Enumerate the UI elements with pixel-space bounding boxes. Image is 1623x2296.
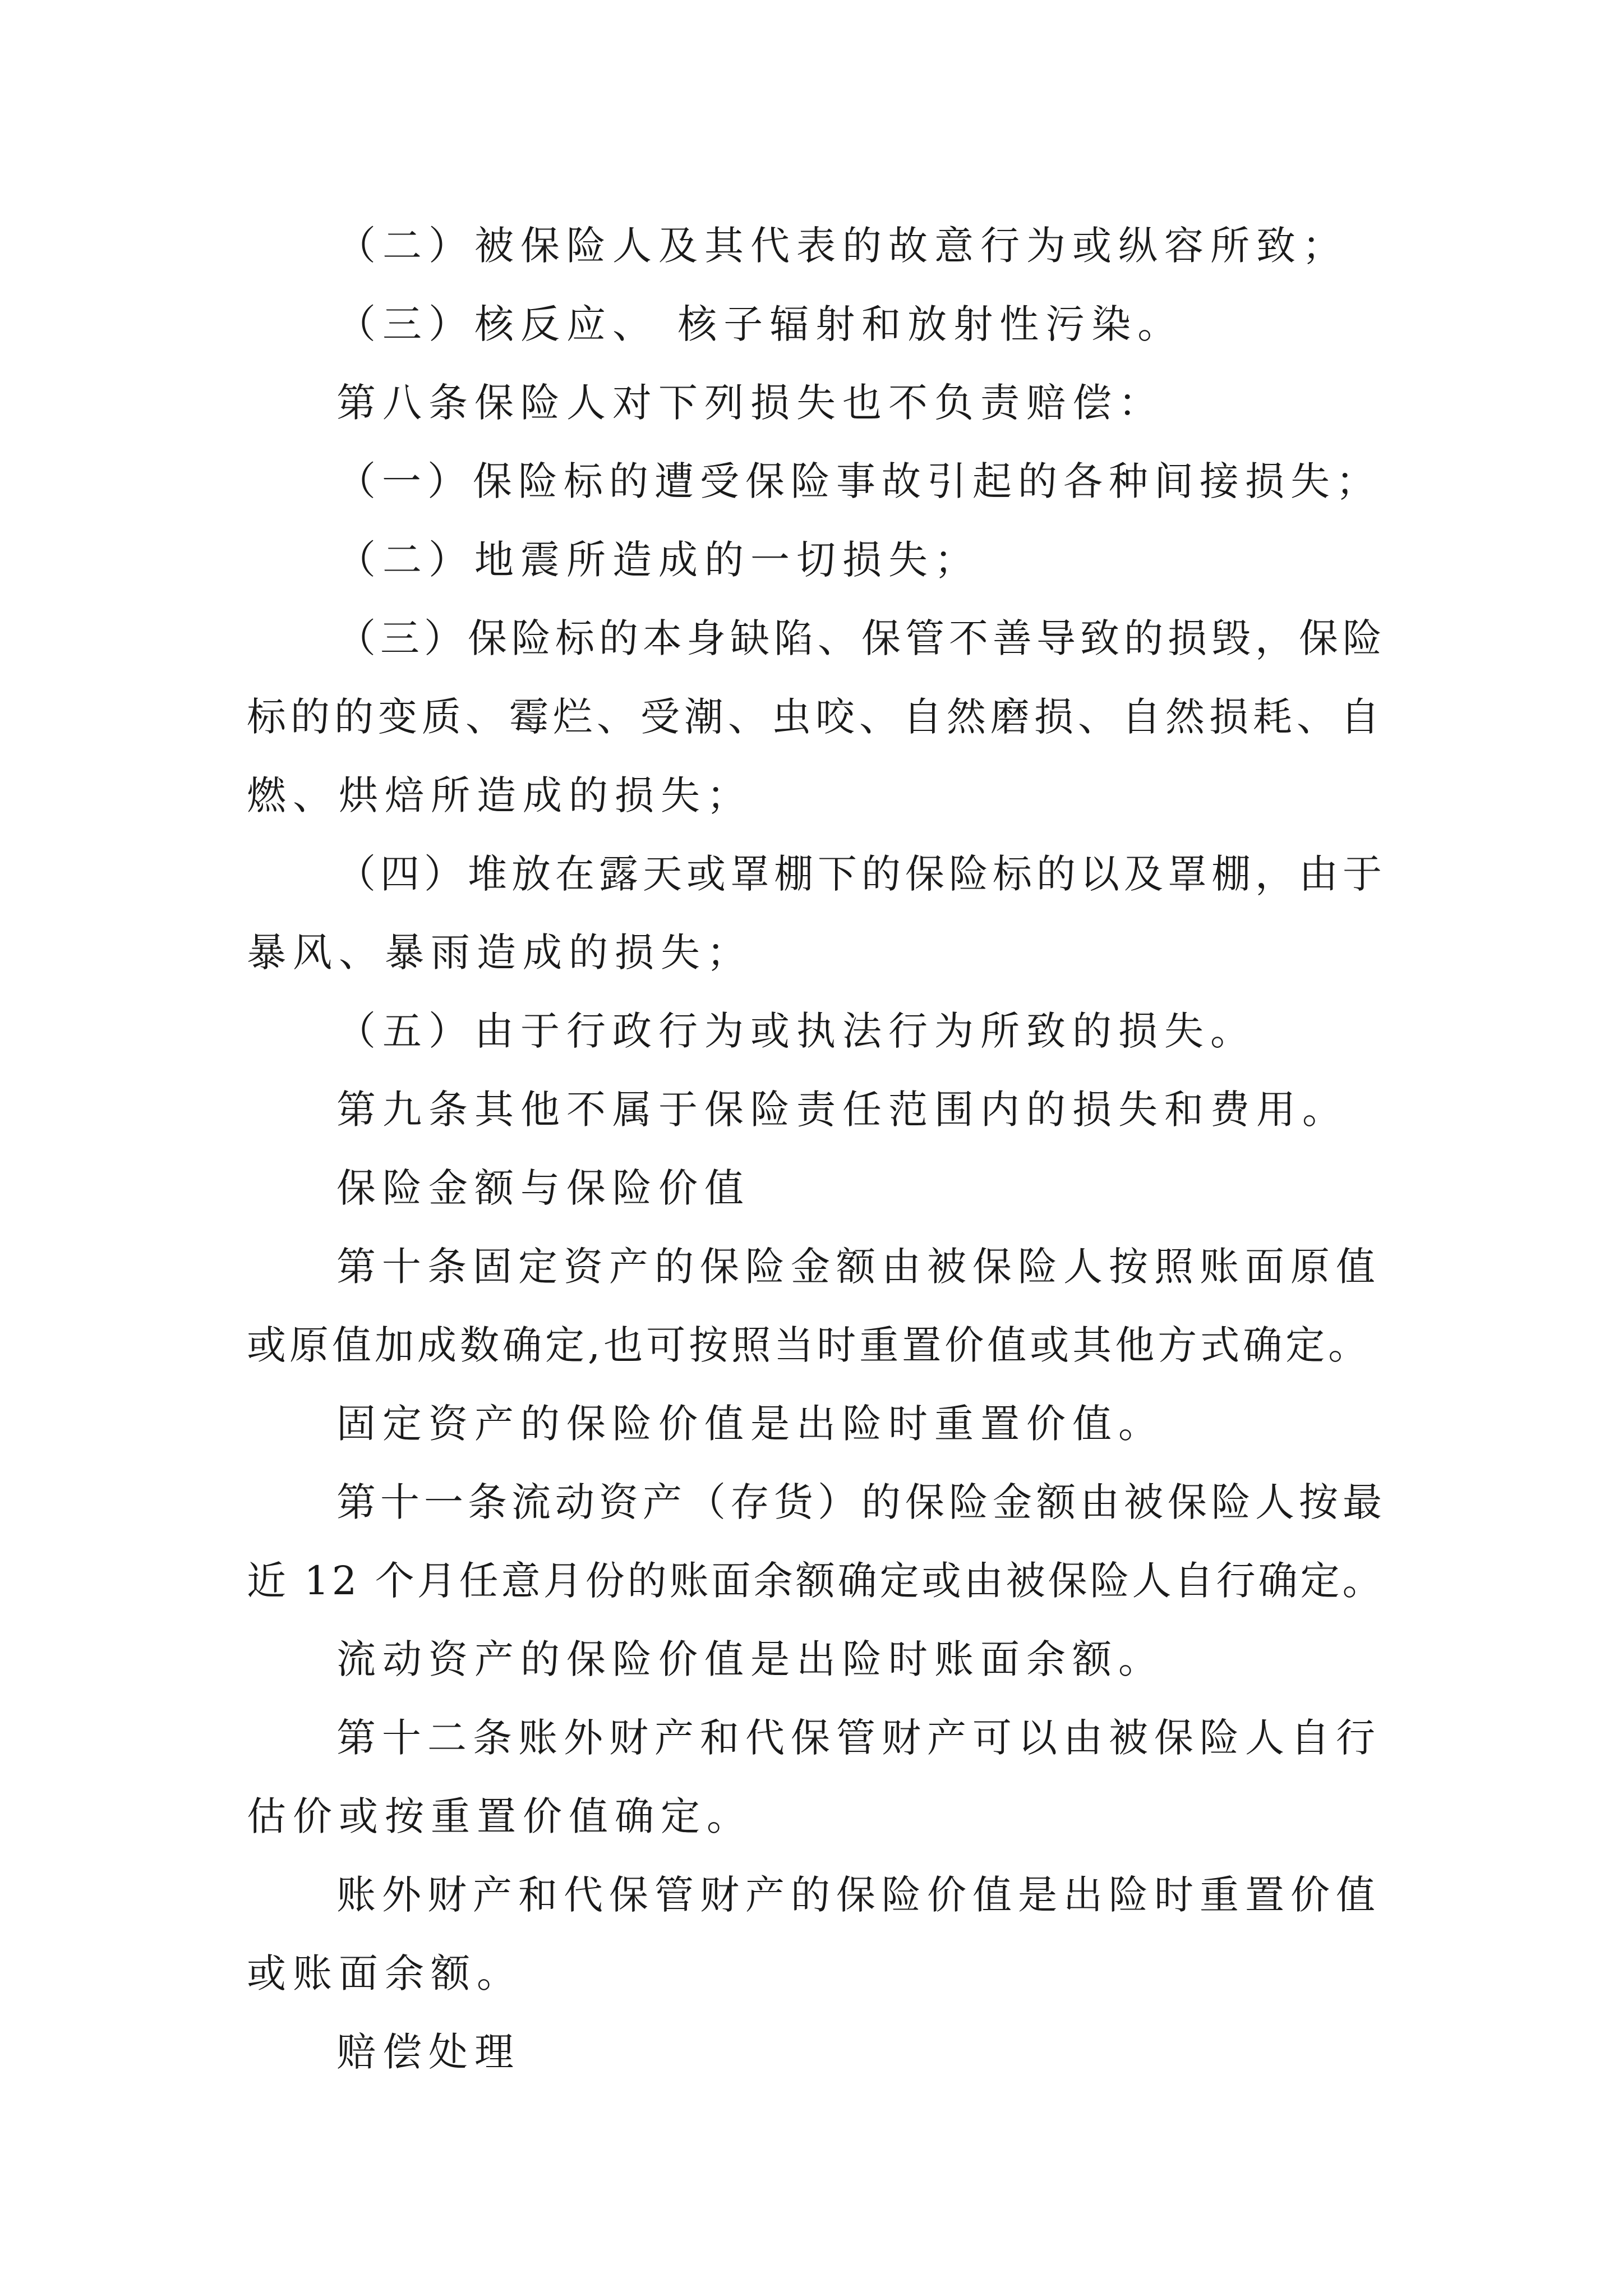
text-line: 或原值加成数确定,也可按照当时重置价值或其他方式确定。: [247, 1322, 1371, 1368]
text-line: 流动资产的保险价值是出险时账面余额。: [336, 1636, 1164, 1682]
section-heading: 赔偿处理: [336, 2029, 520, 2075]
text-line: （二）地震所造成的一切损失；: [336, 537, 980, 583]
text-line: 固定资产的保险价值是出险时重置价值。: [336, 1401, 1164, 1447]
text-line: 第十一条流动资产（存货）的保险金额由被保险人按最: [336, 1479, 1386, 1525]
text-line: 第八条保险人对下列损失也不负责赔偿：: [336, 380, 1164, 426]
text-line: 或账面余额。: [247, 1950, 523, 1996]
text-line: 第九条其他不属于保险责任范围内的损失和费用。: [336, 1087, 1348, 1133]
text-line: 账外财产和代保管财产的保险价值是出险时重置价值: [336, 1872, 1381, 1918]
text-line: 近 12 个月任意月份的账面余额确定或由被保险人自行确定。: [247, 1558, 1385, 1604]
text-line: 标的的变质、霉烂、受潮、虫咬、自然磨损、自然损耗、自: [247, 694, 1384, 740]
text-line: （四）堆放在露天或罩棚下的保险标的以及罩棚，由于: [336, 851, 1386, 897]
text-line: 暴风、暴雨造成的损失；: [247, 930, 753, 976]
text-line: 第十二条账外财产和代保管财产可以由被保险人自行: [336, 1715, 1381, 1761]
text-line: （五）由于行政行为或执法行为所致的损失。: [336, 1008, 1256, 1054]
text-line: 第十条固定资产的保险金额由被保险人按照账面原值: [336, 1244, 1381, 1290]
text-line: 燃、烘焙所造成的损失；: [247, 772, 753, 818]
text-line: （一）保险标的遭受保险事故引起的各种间接损失；: [336, 458, 1381, 504]
text-line: （三）保险标的本身缺陷、保管不善导致的损毁，保险: [336, 615, 1386, 661]
text-line: （三）核反应、 核子辐射和放射性污染。: [336, 301, 1184, 347]
text-line: 估价或按重置价值确定。: [247, 1793, 753, 1839]
text-line: （二）被保险人及其代表的故意行为或纵容所致；: [336, 223, 1348, 269]
section-heading: 保险金额与保险价值: [336, 1165, 750, 1211]
